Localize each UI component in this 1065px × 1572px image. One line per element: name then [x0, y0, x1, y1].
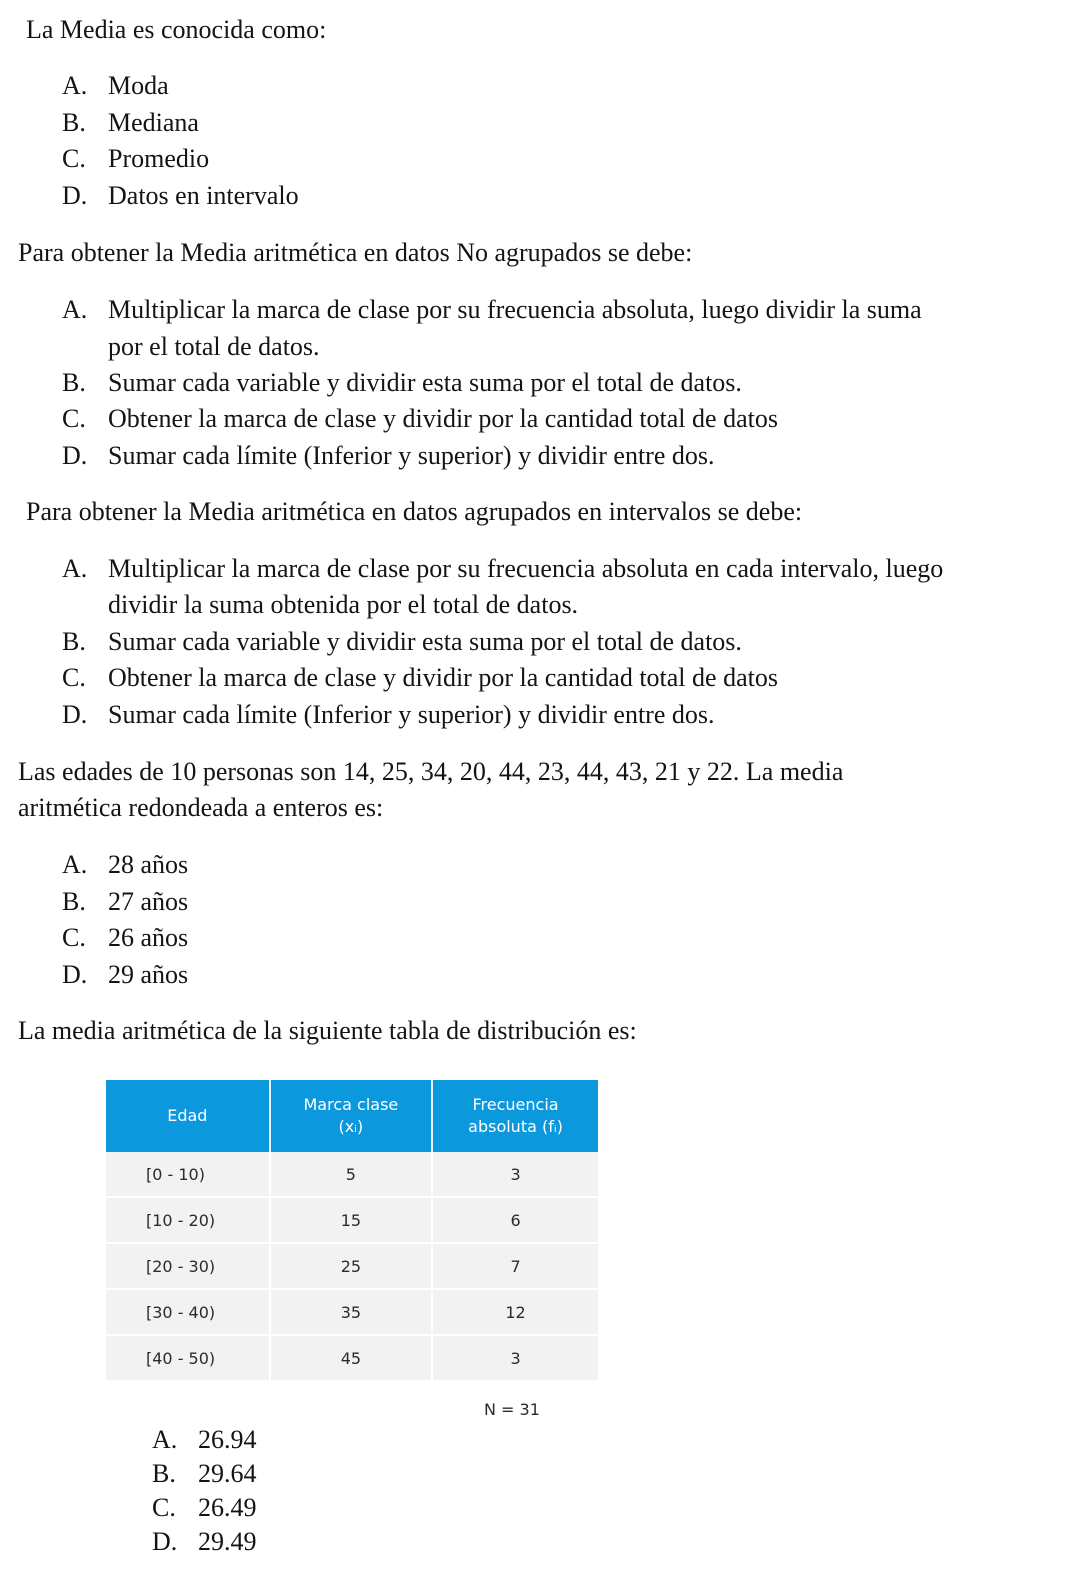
header-marca-clase: Marca clase (xᵢ) [270, 1080, 432, 1152]
q5-option-a[interactable]: A. 26.94 [152, 1425, 257, 1454]
cell-frecuencia: 12 [432, 1289, 598, 1335]
header-edad: Edad [106, 1080, 270, 1152]
cell-edad: [30 - 40) [106, 1289, 270, 1335]
q2-option-c[interactable]: C. Obtener la marca de clase y dividir por la cantidad total de datos [62, 404, 778, 433]
cell-edad: [0 - 10) [106, 1152, 270, 1197]
cell-edad: [20 - 30) [106, 1243, 270, 1289]
header-frecuencia: Frecuencia absoluta (fᵢ) [432, 1080, 598, 1152]
q4-question-line-1: Las edades de 10 personas son 14, 25, 34, 20, 44, 23, 44, 43, 21 y 22. La media [18, 757, 844, 786]
q3-question: Para obtener la Media aritmética en datos agrupados en intervalos se debe: [26, 497, 803, 526]
cell-marca: 5 [270, 1152, 432, 1197]
q1-option-d[interactable]: D. Datos en intervalo [62, 181, 299, 210]
q5-option-b[interactable]: B. 29.64 [152, 1459, 257, 1488]
q2-option-b[interactable]: B. Sumar cada variable y dividir esta suma por el total de datos. [62, 368, 742, 397]
q1-question: La Media es conocida como: [26, 15, 327, 44]
q3-option-a[interactable]: A. Multiplicar la marca de clase por su frecuencia absoluta en cada intervalo, luego [62, 554, 944, 583]
q3-option-b[interactable]: B. Sumar cada variable y dividir esta suma por el total de datos. [62, 627, 742, 656]
q3-option-c[interactable]: C. Obtener la marca de clase y dividir por la cantidad total de datos [62, 663, 778, 692]
cell-marca: 45 [270, 1335, 432, 1381]
q3-option-a-continuation: dividir la suma obtenida por el total de datos. [108, 590, 579, 619]
q2-question: Para obtener la Media aritmética en datos No agrupados se debe: [18, 238, 693, 267]
table-row [106, 1243, 598, 1289]
cell-marca: 35 [270, 1289, 432, 1335]
table-row [106, 1289, 598, 1335]
cell-frecuencia: 7 [432, 1243, 598, 1289]
table-row [106, 1335, 598, 1381]
cell-edad: [10 - 20) [106, 1197, 270, 1243]
q2-option-d[interactable]: D. Sumar cada límite (Inferior y superior) y dividir entre dos. [62, 441, 715, 470]
q4-question-line-2: aritmética redondeada a enteros es: [18, 793, 384, 822]
q3-option-d[interactable]: D. Sumar cada límite (Inferior y superior) y dividir entre dos. [62, 700, 715, 729]
q1-option-b[interactable]: B. Mediana [62, 108, 199, 137]
q1-option-c[interactable]: C. Promedio [62, 144, 210, 173]
q4-option-d[interactable]: D. 29 años [62, 960, 189, 989]
q2-option-a[interactable]: A. Multiplicar la marca de clase por su frecuencia absoluta, luego dividir la suma [62, 295, 922, 324]
q5-option-c[interactable]: C. 26.49 [152, 1493, 257, 1522]
q4-option-a[interactable]: A. 28 años [62, 850, 189, 879]
cell-marca: 25 [270, 1243, 432, 1289]
cell-frecuencia: 6 [432, 1197, 598, 1243]
distribution-table [106, 1080, 598, 1382]
q1-option-a[interactable]: A. Moda [62, 71, 169, 100]
total-n: N = 31 [484, 1400, 540, 1419]
q2-option-a-continuation: por el total de datos. [108, 332, 320, 361]
q5-question: La media aritmética de la siguiente tabla de distribución es: [18, 1016, 637, 1045]
cell-marca: 15 [270, 1197, 432, 1243]
cell-frecuencia: 3 [432, 1335, 598, 1381]
q5-option-d[interactable]: D. 29.49 [152, 1527, 257, 1556]
q4-option-c[interactable]: C. 26 años [62, 923, 189, 952]
table-row [106, 1197, 598, 1243]
q4-option-b[interactable]: B. 27 años [62, 887, 189, 916]
cell-frecuencia: 3 [432, 1152, 598, 1197]
cell-edad: [40 - 50) [106, 1335, 270, 1381]
table-row [106, 1152, 598, 1197]
